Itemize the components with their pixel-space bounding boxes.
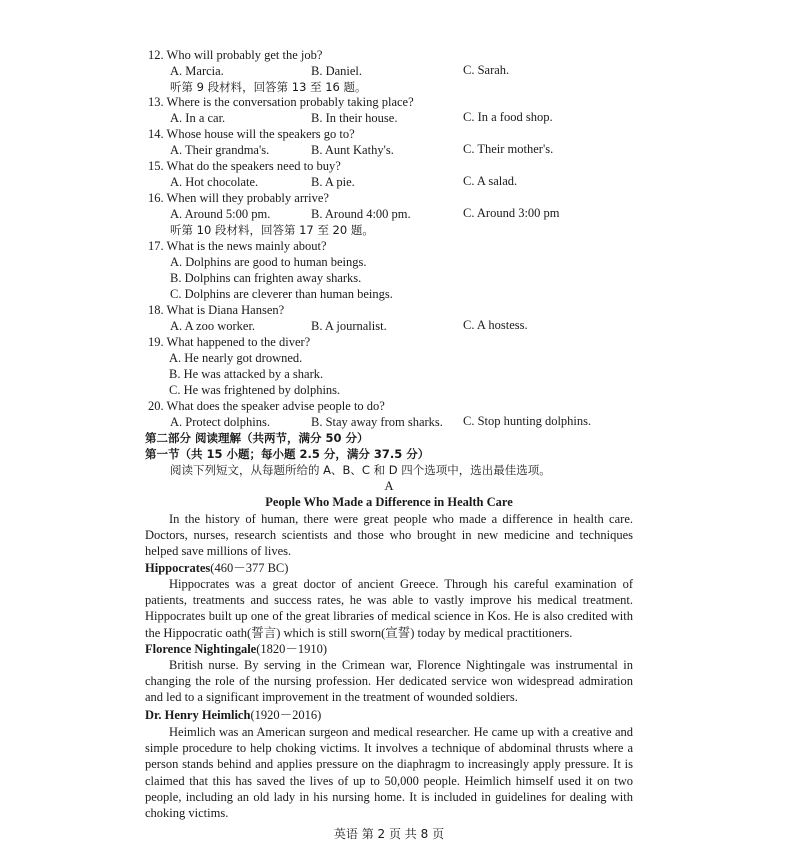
question-12: 12. Who will probably get the job? — [148, 48, 323, 62]
q16-option-b: B. Around 4:00 pm. — [311, 207, 411, 221]
person-name: Dr. Henry Heimlich — [145, 708, 251, 722]
hippocrates-paragraph: Hippocrates was a great doctor of ancient Greece. Through his careful examination of patients, treatments and success rates, he was able to vastly improve his medical treatment. Hippocrates built up one of the great libraries of medical science in Kos. He is also credited with the Hippocratic oath(誓言) which is still sworn(宣誓) today by medical practitioners. — [145, 577, 633, 640]
q14-option-c: C. Their mother's. — [463, 142, 554, 156]
person-name: Hippocrates — [145, 561, 211, 575]
q12-option-b: B. Daniel. — [311, 64, 363, 78]
q14-option-b: B. Aunt Kathy's. — [311, 143, 394, 157]
person-heading-heimlich — [145, 707, 321, 723]
hippocrates-section — [145, 576, 633, 641]
heimlich-paragraph: Heimlich was an American surgeon and medical researcher. He came up with a creative and simple procedure to help choking victims. It involves a technique of abdominal thrusts where a person stands behind and applies pressure on the diaphragm to increasingly apply pressure. It is claimed that this has saved the lives of up to 50,000 people. Heimlich himself used it on two people, including an old lady in his nursing home. It is included in guidelines for dealing with choking victims. — [145, 725, 633, 821]
q14-option-a: A. Their grandma's. — [170, 143, 270, 157]
heimlich-section — [145, 724, 633, 821]
question-19: 19. What happened to the diver? — [148, 335, 311, 349]
q15-option-a: A. Hot chocolate. — [170, 175, 259, 189]
q17-option-b: B. Dolphins can frighten away sharks. — [170, 271, 362, 285]
instruction-section-9: 听第 9 段材料，回答第 13 至 16 题。 — [170, 80, 367, 94]
passage-label: A — [384, 479, 394, 493]
q13-option-c: C. In a food shop. — [463, 110, 553, 124]
page-footer: 英语 第 2 页 共 8 页 — [333, 827, 445, 841]
question-13: 13. Where is the conversation probably taking place? — [148, 95, 414, 109]
person-years: (460－377 BC) — [210, 561, 289, 575]
passage-title: People Who Made a Difference in Health Care — [265, 495, 513, 509]
q17-option-c: C. Dolphins are cleverer than human beings. — [170, 287, 393, 301]
question-17: 17. What is the news mainly about? — [148, 239, 327, 253]
person-name: Florence Nightingale — [145, 642, 257, 656]
nightingale-paragraph: British nurse. By serving in the Crimean war, Florence Nightingale was instrumental in changing the role of the nursing profession. Her dedicated service won widespread admiration and led to a significant improvement in the treatment of wounded soldiers. — [145, 658, 633, 705]
intro-paragraph: In the history of human, there were great people who made a difference in health care. Doctors, nurses, research scientists and those who brought in new medicine and techniques helped save millions of lives. — [145, 512, 633, 559]
question-16: 16. When will they probably arrive? — [148, 191, 329, 205]
q15-option-c: C. A salad. — [463, 174, 518, 188]
person-years: (1820－1910) — [256, 642, 328, 656]
q18-option-c: C. A hostess. — [463, 318, 528, 332]
part-two-title: 第二部分 阅读理解（共两节，满分 50 分） — [145, 431, 369, 445]
person-heading-nightingale — [145, 641, 327, 657]
q12-option-a: A. Marcia. — [170, 64, 224, 78]
q12-option-c: C. Sarah. — [463, 63, 510, 77]
person-years: (1920－2016) — [250, 708, 322, 722]
q20-option-c: C. Stop hunting dolphins. — [463, 414, 592, 428]
q19-option-b: B. He was attacked by a shark. — [169, 367, 324, 381]
q20-option-b: B. Stay away from sharks. — [311, 415, 443, 429]
q19-option-a: A. He nearly got drowned. — [169, 351, 303, 365]
passage-intro — [145, 511, 633, 560]
section-one-title: 第一节（共 15 小题；每小题 2.5 分，满分 37.5 分） — [145, 447, 430, 461]
q17-option-a: A. Dolphins are good to human beings. — [170, 255, 367, 269]
q13-option-b: B. In their house. — [311, 111, 398, 125]
question-15: 15. What do the speakers need to buy? — [148, 159, 341, 173]
person-heading-hippocrates — [145, 560, 288, 576]
question-20: 20. What does the speaker advise people to do? — [148, 399, 385, 413]
q15-option-b: B. A pie. — [311, 175, 355, 189]
nightingale-section — [145, 657, 633, 706]
q16-option-a: A. Around 5:00 pm. — [170, 207, 271, 221]
question-14: 14. Whose house will the speakers go to? — [148, 127, 355, 141]
reading-instruction: 阅读下列短文，从每题所给的 A、B、C 和 D 四个选项中，选出最佳选项。 — [170, 463, 551, 477]
instruction-section-10: 听第 10 段材料，回答第 17 至 20 题。 — [170, 223, 374, 237]
q18-option-b: B. A journalist. — [311, 319, 387, 333]
q18-option-a: A. A zoo worker. — [170, 319, 256, 333]
q16-option-c: C. Around 3:00 pm — [463, 206, 560, 220]
q19-option-c: C. He was frightened by dolphins. — [169, 383, 341, 397]
question-18: 18. What is Diana Hansen? — [148, 303, 285, 317]
q13-option-a: A. In a car. — [170, 111, 226, 125]
q20-option-a: A. Protect dolphins. — [170, 415, 270, 429]
